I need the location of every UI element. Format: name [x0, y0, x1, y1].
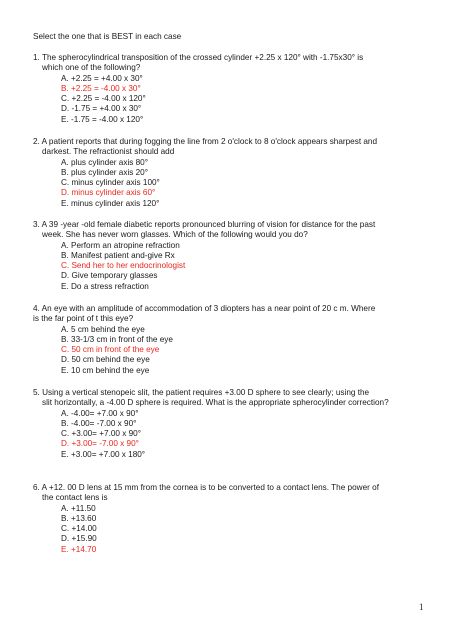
question-stem-continuation: which one of the following? [42, 63, 141, 73]
answer-options [33, 325, 428, 376]
answer-option: E. Do a stress refraction [61, 281, 149, 291]
answer-options [33, 158, 428, 209]
answer-option: E. -1.75 = -4.00 x 120° [61, 114, 144, 124]
answer-option-correct: C. Send her to her endocrinologist [61, 261, 186, 271]
question-5 [33, 388, 428, 460]
answer-option: A. -4.00= +7.00 x 90° [61, 408, 139, 418]
answer-option: D. 50 cm behind the eye [61, 355, 150, 365]
question-2 [33, 137, 428, 209]
instruction-text: Select the one that is BEST in each case [33, 32, 182, 41]
question-stem-continuation: week. She has never worn glasses. Which of the following would you do? [42, 230, 308, 240]
answer-option: B. plus cylinder axis 20° [61, 167, 149, 177]
question-stem-line: 6. A +12. 00 D lens at 15 mm from the cornea is to be converted to a contact lens. The power of [33, 483, 379, 492]
answer-option-correct: B. +2.25 = -4.00 x 30° [61, 83, 141, 93]
answer-option: B. Manifest patient and-give Rx [61, 250, 175, 260]
page-number: 1 [419, 602, 424, 612]
question-stem-line: 1. The spherocylindrical transposition of the crossed cylinder +2.25 x 120° with -1.75x30° is [33, 53, 364, 62]
answer-option: C. +2.25 = -4.00 x 120° [61, 94, 146, 104]
question-4 [33, 304, 428, 376]
question-3 [33, 220, 428, 292]
question-stem [33, 137, 428, 158]
answer-option: E. minus cylinder axis 120° [61, 198, 160, 208]
answer-option: A. 5 cm behind the eye [61, 324, 145, 334]
question-1 [33, 53, 428, 125]
question-stem-continuation: darkest. The refractionist should add [42, 147, 175, 157]
answer-option: D. Give temporary glasses [61, 271, 158, 281]
answer-option-correct: E. +14.70 [61, 544, 97, 554]
answer-option: B. 33-1/3 cm in front of the eye [61, 334, 173, 344]
question-stem-line: 3. A 39 -year -old female diabetic reports pronounced blurring of vision for distance for the past [33, 220, 376, 229]
question-stem [33, 304, 428, 325]
question-stem [33, 53, 428, 74]
answer-option: B. -4.00= -7.00 x 90° [61, 418, 137, 428]
question-6 [33, 483, 428, 555]
answer-option: C. +14.00 [61, 524, 97, 534]
answer-option: B. +13.60 [61, 513, 97, 523]
answer-option: D. -1.75 = +4.00 x 30° [61, 104, 142, 114]
question-stem-line: 2. A patient reports that during fogging the line from 2 o'clock to 8 o'clock appears sharpest and [33, 137, 378, 146]
answer-option: D. +15.90 [61, 534, 97, 544]
answer-option: A. Perform an atropine refraction [61, 240, 180, 250]
answer-options [33, 409, 428, 460]
answer-option: E. 10 cm behind the eye [61, 365, 150, 375]
answer-options [33, 74, 428, 125]
answer-option: A. plus cylinder axis 80° [61, 157, 149, 167]
answer-option-correct: C. 50 cm in front of the eye [61, 345, 160, 355]
answer-option-correct: D. minus cylinder axis 60° [61, 188, 156, 198]
question-stem-continuation: the contact lens is [42, 493, 108, 503]
answer-option: C. +3.00= +7.00 x 90° [61, 429, 141, 439]
question-stem-continuation: is the far point of t this eye? [33, 314, 134, 324]
answer-option: C. minus cylinder axis 100° [61, 178, 160, 188]
question-stem-continuation: slit horizontally, a -4.00 D sphere is required. What is the appropriate spherocylinder correction? [42, 398, 389, 408]
question-stem [33, 220, 428, 241]
answer-option: A. +2.25 = +4.00 x 30° [61, 73, 143, 83]
question-stem-line: 4. An eye with an amplitude of accommodation of 3 diopters has a near point of 20 c m. Where [33, 304, 376, 313]
answer-options [33, 504, 428, 555]
question-stem [33, 388, 428, 409]
answer-option: E. +3.00= +7.00 x 180° [61, 449, 146, 459]
answer-option-correct: D. +3.00= -7.00 x 90° [61, 439, 139, 449]
question-stem [33, 483, 428, 504]
answer-options [33, 241, 428, 292]
question-stem-line: 5. Using a vertical stenopeic slit, the patient requires +3.00 D sphere to see clearly; using the [33, 388, 370, 397]
answer-option: A. +11.50 [61, 503, 96, 513]
